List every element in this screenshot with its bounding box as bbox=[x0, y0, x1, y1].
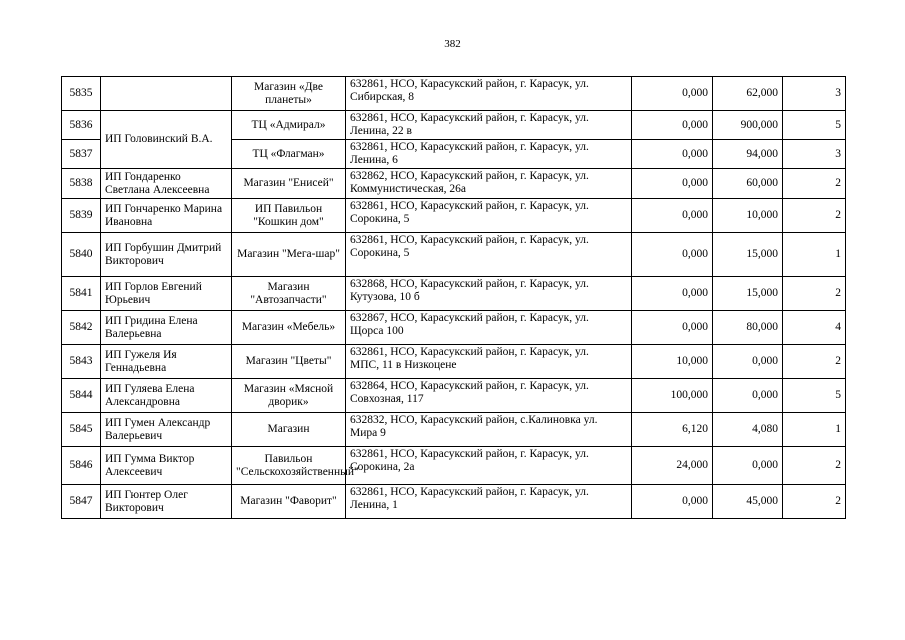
address-line-1: 632867, НСО, Карасукский район, г. Карасук, ул. bbox=[350, 312, 589, 324]
address-line-2: Ленина, 22 в bbox=[350, 125, 412, 137]
value-2-cell: 0,000 bbox=[713, 447, 783, 485]
value-2-cell: 62,000 bbox=[713, 77, 783, 111]
address-cell bbox=[346, 233, 632, 277]
value-3-cell: 2 bbox=[783, 277, 846, 311]
object-cell: Магазин bbox=[232, 413, 346, 447]
address-cell bbox=[346, 77, 632, 111]
object-cell: Магазин "Фаворит" bbox=[232, 485, 346, 519]
table-row bbox=[62, 277, 846, 311]
object-cell: Магазин "Цветы" bbox=[232, 345, 346, 379]
value-1-cell: 24,000 bbox=[632, 447, 713, 485]
address-cell bbox=[346, 311, 632, 345]
row-number-cell: 5845 bbox=[62, 413, 101, 447]
table-row bbox=[62, 345, 846, 379]
value-2-cell: 80,000 bbox=[713, 311, 783, 345]
address-line-2: Ленина, 1 bbox=[350, 499, 398, 511]
table-row bbox=[62, 169, 846, 199]
address-line-1: 632832, НСО, Карасукский район, с.Калиновка ул. bbox=[350, 414, 598, 426]
registry-table bbox=[61, 76, 846, 519]
value-3-cell: 2 bbox=[783, 345, 846, 379]
value-3-cell: 1 bbox=[783, 233, 846, 277]
address-cell bbox=[346, 379, 632, 413]
table-row bbox=[62, 77, 846, 111]
address-line-2: Мира 9 bbox=[350, 427, 386, 439]
row-number-cell: 5838 bbox=[62, 169, 101, 199]
address-cell bbox=[346, 140, 632, 169]
address-cell bbox=[346, 345, 632, 379]
row-number-cell: 5835 bbox=[62, 77, 101, 111]
value-1-cell: 10,000 bbox=[632, 345, 713, 379]
value-3-cell: 5 bbox=[783, 111, 846, 140]
address-cell bbox=[346, 447, 632, 485]
address-line-2: Коммунистическая, 26а bbox=[350, 183, 466, 195]
value-3-cell: 2 bbox=[783, 199, 846, 233]
table-row bbox=[62, 485, 846, 519]
value-2-cell: 60,000 bbox=[713, 169, 783, 199]
value-3-cell: 1 bbox=[783, 413, 846, 447]
value-2-cell: 10,000 bbox=[713, 199, 783, 233]
owner-cell: ИП Гумма Виктор Алексеевич bbox=[101, 447, 232, 485]
address-line-2: Совхозная, 117 bbox=[350, 393, 424, 405]
value-3-cell: 2 bbox=[783, 447, 846, 485]
owner-cell: ИП Гюнтер Олег Викторович bbox=[101, 485, 232, 519]
registry-body bbox=[62, 77, 846, 519]
address-line-2: МПС, 11 в Низкоцене bbox=[350, 359, 457, 371]
address-line-1: 632862, НСО, Карасукский район, г. Карасук, ул. bbox=[350, 170, 589, 182]
table-row bbox=[62, 447, 846, 485]
address-line-1: 632868, НСО, Карасукский район, г. Карасук, ул. bbox=[350, 278, 589, 290]
address-line-2: Сорокина, 2а bbox=[350, 461, 415, 473]
value-3-cell: 2 bbox=[783, 485, 846, 519]
value-1-cell: 0,000 bbox=[632, 169, 713, 199]
value-3-cell: 4 bbox=[783, 311, 846, 345]
address-line-2: Ленина, 6 bbox=[350, 154, 398, 166]
owner-cell bbox=[101, 77, 232, 111]
value-1-cell: 0,000 bbox=[632, 199, 713, 233]
address-line-2: Щорса 100 bbox=[350, 325, 404, 337]
address-cell bbox=[346, 277, 632, 311]
table-row bbox=[62, 413, 846, 447]
object-cell: Магазин «Мясной дворик» bbox=[232, 379, 346, 413]
owner-cell: ИП Горбушин Дмитрий Викторович bbox=[101, 233, 232, 277]
row-number-cell: 5839 bbox=[62, 199, 101, 233]
value-1-cell: 0,000 bbox=[632, 311, 713, 345]
owner-cell: ИП Гужеля Ия Геннадьевна bbox=[101, 345, 232, 379]
object-cell: ИП Павильон "Кошкин дом" bbox=[232, 199, 346, 233]
address-line-1: 632861, НСО, Карасукский район, г. Карасук, ул. bbox=[350, 234, 589, 246]
address-line-2: Сорокина, 5 bbox=[350, 213, 410, 225]
owner-cell: ИП Гридина Елена Валерьевна bbox=[101, 311, 232, 345]
object-cell: ТЦ «Флагман» bbox=[232, 140, 346, 169]
table-row bbox=[62, 379, 846, 413]
page-number: 382 bbox=[444, 38, 461, 50]
value-2-cell: 94,000 bbox=[713, 140, 783, 169]
address-line-2: Кутузова, 10 б bbox=[350, 291, 420, 303]
object-cell: Магазин "Енисей" bbox=[232, 169, 346, 199]
value-1-cell: 0,000 bbox=[632, 140, 713, 169]
value-2-cell: 15,000 bbox=[713, 233, 783, 277]
owner-cell: ИП Горлов Евгений Юрьевич bbox=[101, 277, 232, 311]
address-line-1: 632861, НСО, Карасукский район, г. Карасук, ул. bbox=[350, 448, 589, 460]
value-2-cell: 45,000 bbox=[713, 485, 783, 519]
owner-cell: ИП Гуляева Елена Александровна bbox=[101, 379, 232, 413]
address-cell bbox=[346, 169, 632, 199]
row-number-cell: 5837 bbox=[62, 140, 101, 169]
row-number-cell: 5843 bbox=[62, 345, 101, 379]
row-number-cell: 5836 bbox=[62, 111, 101, 140]
address-line-1: 632861, НСО, Карасукский район, г. Карасук, ул. bbox=[350, 346, 589, 358]
table-row bbox=[62, 233, 846, 277]
address-line-1: 632861, НСО, Карасукский район, г. Карасук, ул. bbox=[350, 200, 589, 212]
owner-cell: ИП Гондаренко Светлана Алексеевна bbox=[101, 169, 232, 199]
value-1-cell: 0,000 bbox=[632, 233, 713, 277]
row-number-cell: 5842 bbox=[62, 311, 101, 345]
owner-cell: ИП Гумен Александр Валерьевич bbox=[101, 413, 232, 447]
owner-cell: ИП Головинский В.А. bbox=[101, 111, 232, 169]
value-2-cell: 15,000 bbox=[713, 277, 783, 311]
value-1-cell: 0,000 bbox=[632, 111, 713, 140]
address-cell bbox=[346, 199, 632, 233]
object-cell: Павильон "Сельскохозяйственный" bbox=[232, 447, 346, 485]
address-line-2: Сорокина, 5 bbox=[350, 247, 410, 259]
value-2-cell: 900,000 bbox=[713, 111, 783, 140]
table-row bbox=[62, 311, 846, 345]
object-cell: Магазин «Две планеты» bbox=[232, 77, 346, 111]
address-cell bbox=[346, 413, 632, 447]
row-number-cell: 5847 bbox=[62, 485, 101, 519]
value-1-cell: 0,000 bbox=[632, 77, 713, 111]
address-line-1: 632861, НСО, Карасукский район, г. Карасук, ул. bbox=[350, 112, 589, 124]
address-cell bbox=[346, 485, 632, 519]
value-2-cell: 4,080 bbox=[713, 413, 783, 447]
table-row bbox=[62, 111, 846, 140]
value-1-cell: 0,000 bbox=[632, 277, 713, 311]
address-line-1: 632864, НСО, Карасукский район, г. Карасук, ул. bbox=[350, 380, 589, 392]
value-3-cell: 2 bbox=[783, 169, 846, 199]
address-cell bbox=[346, 111, 632, 140]
value-2-cell: 0,000 bbox=[713, 379, 783, 413]
object-cell: Магазин "Мега-шар" bbox=[232, 233, 346, 277]
value-1-cell: 0,000 bbox=[632, 485, 713, 519]
owner-cell: ИП Гончаренко Марина Ивановна bbox=[101, 199, 232, 233]
table-row bbox=[62, 199, 846, 233]
address-line-1: 632861, НСО, Карасукский район, г. Карасук, ул. bbox=[350, 141, 589, 153]
address-line-1: 632861, НСО, Карасукский район, г. Карасук, ул. bbox=[350, 78, 589, 90]
row-number-cell: 5840 bbox=[62, 233, 101, 277]
object-cell: Магазин «Мебель» bbox=[232, 311, 346, 345]
value-2-cell: 0,000 bbox=[713, 345, 783, 379]
row-number-cell: 5844 bbox=[62, 379, 101, 413]
address-line-2: Сибирская, 8 bbox=[350, 91, 414, 103]
value-1-cell: 6,120 bbox=[632, 413, 713, 447]
row-number-cell: 5846 bbox=[62, 447, 101, 485]
row-number-cell: 5841 bbox=[62, 277, 101, 311]
value-3-cell: 3 bbox=[783, 77, 846, 111]
value-1-cell: 100,000 bbox=[632, 379, 713, 413]
address-line-1: 632861, НСО, Карасукский район, г. Карасук, ул. bbox=[350, 486, 589, 498]
value-3-cell: 5 bbox=[783, 379, 846, 413]
object-cell: Магазин "Автозапчасти" bbox=[232, 277, 346, 311]
value-3-cell: 3 bbox=[783, 140, 846, 169]
object-cell: ТЦ «Адмирал» bbox=[232, 111, 346, 140]
